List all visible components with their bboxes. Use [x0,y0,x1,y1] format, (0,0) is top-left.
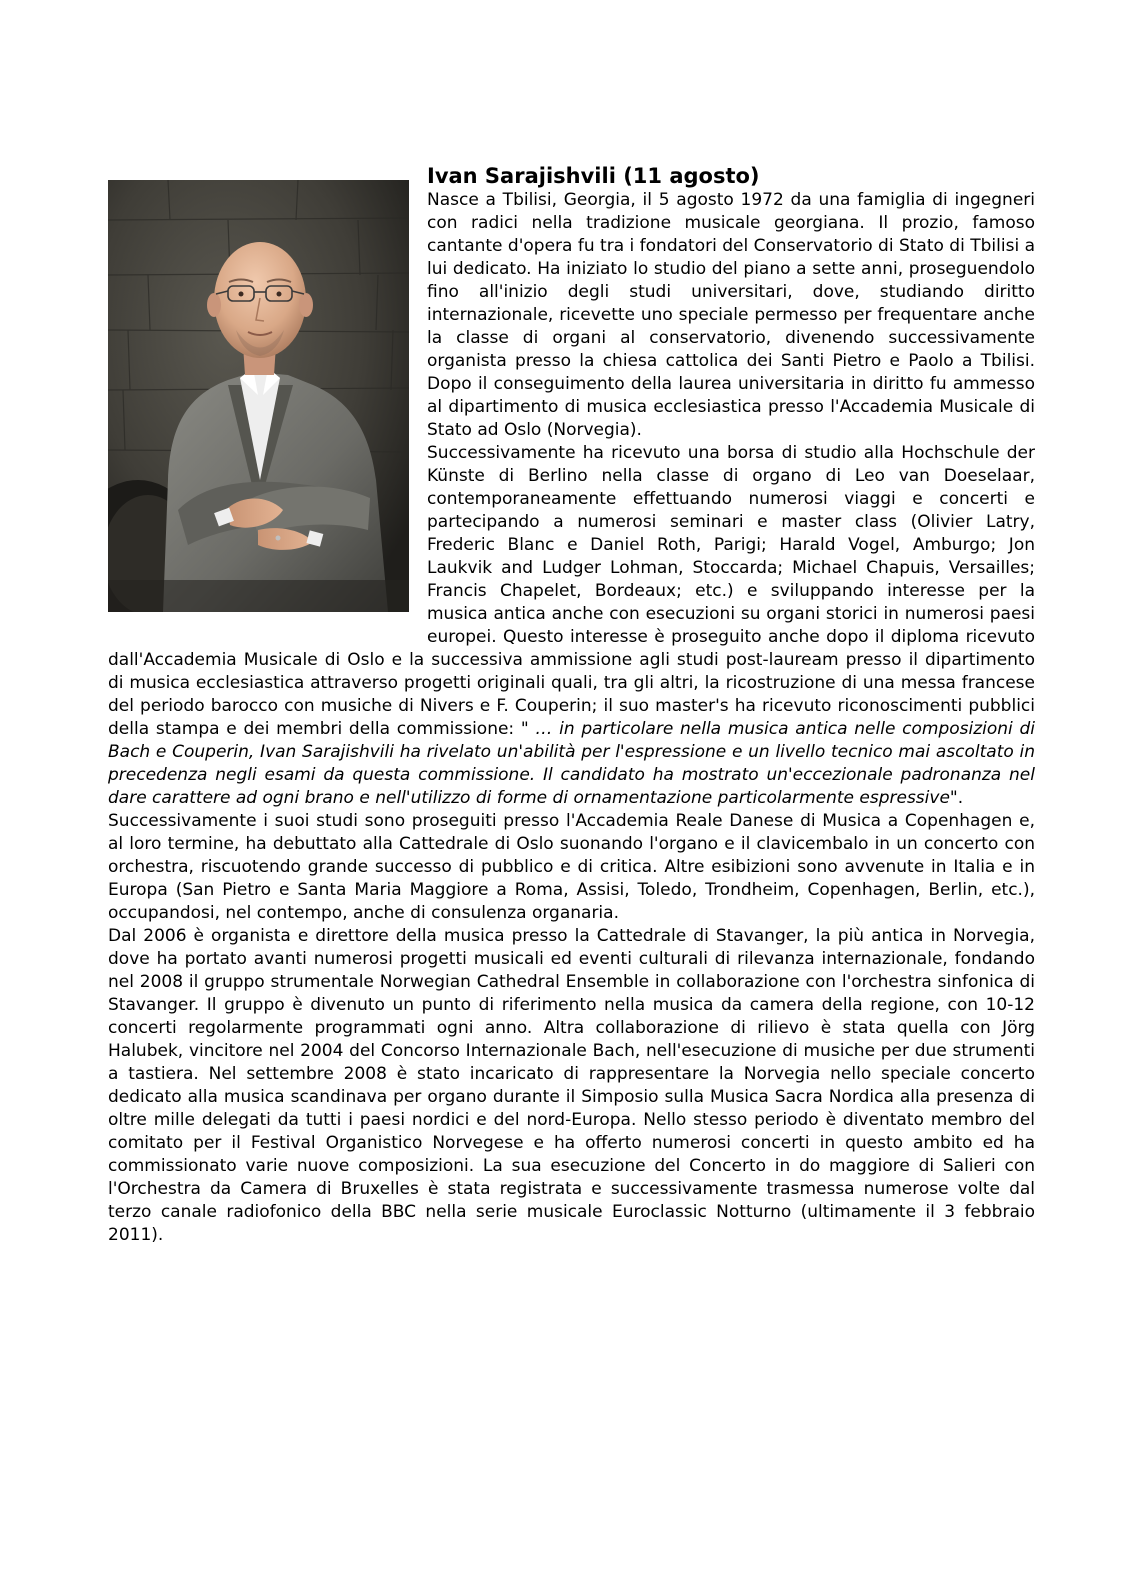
paragraph-stavanger: Dal 2006 è organista e direttore della musica presso la Cattedrale di Stavanger, la più antica in Norvegia, dove ha portato avanti numerosi progetti musicali ed eventi culturali di rilevanza internazionale, fondando nel 2008 il gruppo strumentale Norwegian Cathedral Ensemble in collaborazione con l'orchestra sinfonica di Stavanger. Il gruppo è divenuto un punto di riferimento nella musica da camera della regione, con 10-12 concerti regolarmente programmati ogni anno. Altra collaborazione di rilievo è stata quella con Jörg Halubek, vincitore nel 2004 del Concorso Internazionale Bach, nell'esecuzione di musiche per due strumenti a tastiera. Nel settembre 2008 è stato incaricato di rappresentare la Norvegia nello speciale concerto dedicato alla musica scandinava per organo durante il Simposio sulla Musica Sacra Nordica alla presenza di oltre mille delegati da tutti i paesi nordici e del nord-Europa. Nello stesso periodo è diventato membro del comitato per il Festival Organistico Norvegese e ha offerto numerosi concerti in questo ambito ed ha commissionato varie nuove composizioni. La sua esecuzione del Concerto in do maggiore di Salieri con l'Orchestra da Camera di Bruxelles è stata registrata e successivamente trasmessa numerose volte dal terzo canale radiofonico della BBC nella serie musicale Euroclassic Notturno (ultimamente il 3 febbraio 2011). [108,926,1035,1245]
paragraph-studies-text: Successivamente ha ricevuto una borsa di studio alla Hochschule der Künste di Berlino nella classe di organo di Leo van Doeselaar, contemporaneamente effettuando numerosi viaggi e concerti e partecipando a numerosi seminari e master class (Olivier Latry, Frederic Blanc e Daniel Roth, Parigi; Harald Vogel, Amburgo; Jon Laukvik and Ludger Lohman, Stoccarda; Michael Chapuis, Versailles; Francis Chapelet, Bordeaux; etc.) e sviluppando interesse per la musica antica anche con esecuzioni su organi storici in numerosi paesi europei. Questo interesse è proseguito anche dopo il diploma ricevuto dall'Accademia Musicale di Oslo e la successiva ammissione agli studi post-lauream presso il dipartimento di musica ecclesiastica attraverso progetti originali quali, tra gli altri, la ricostruzione di una messa francese del periodo barocco con musiche di Nivers e F. Couperin; il suo master's ha ricevuto riconoscimenti pubblici della stampa e dei membri della commissione: " [108,443,1035,739]
paragraph-copenhagen: Successivamente i suoi studi sono proseguiti presso l'Accademia Reale Danese di Musica a Copenhagen e, al loro termine, ha debuttato alla Cattedrale di Oslo suonando l'organo e il clavicembalo in un concerto con orchestra, riscuotendo grande successo di pubblico e di critica. Altre esibizioni sono avvenute in Italia e in Europa (San Pietro e Santa Maria Maggiore a Roma, Assisi, Toledo, Trondheim, Copenhagen, Berlin, etc.), occupandosi, nel contempo, anche di consulenza organaria. [108,811,1035,923]
paragraph-birth: Nasce a Tbilisi, Georgia, il 5 agosto 1972 da una famiglia di ingegneri con radici nella tradizione musicale georgiana. Il prozio, famoso cantante d'opera fu tra i fondatori del Conservatorio di Stato di Tbilisi a lui dedicato. Ha iniziato lo studio del piano a sette anni, proseguendolo fino all'inizio degli studi universitari, dove, studiando diritto internazionale, ricevette uno speciale permesso per frequentare anche la classe di organi al conservatorio, divenendo successivamente organista presso la chiesa cattolica dei Santi Pietro e Paolo a Tbilisi. Dopo il conseguimento della laurea universitaria in diritto fu ammesso al dipartimento di musica ecclesiastica presso l'Accademia Musicale di Stato ad Oslo (Norvegia). [427,190,1035,440]
page-title: Ivan Sarajishvili (11 agosto) [427,164,760,188]
commission-quote: … in particolare nella musica antica nelle composizioni di Bach e Couperin, Ivan Sarajishvili ha rivelato un'abilità per l'espressione e un livello tecnico mai ascoltato in precedenza negli esami da questa commissione. Il candidato ha mostrato un'eccezionale padronanza nel dare carattere ad ogni brano e nell'utilizzo di forme di ornamentazione particolarmente espressive [108,719,1035,808]
paragraph-studies-closing: ". [949,788,964,808]
photo-wrap-spacer [108,189,427,644]
article-body [108,189,1035,1247]
